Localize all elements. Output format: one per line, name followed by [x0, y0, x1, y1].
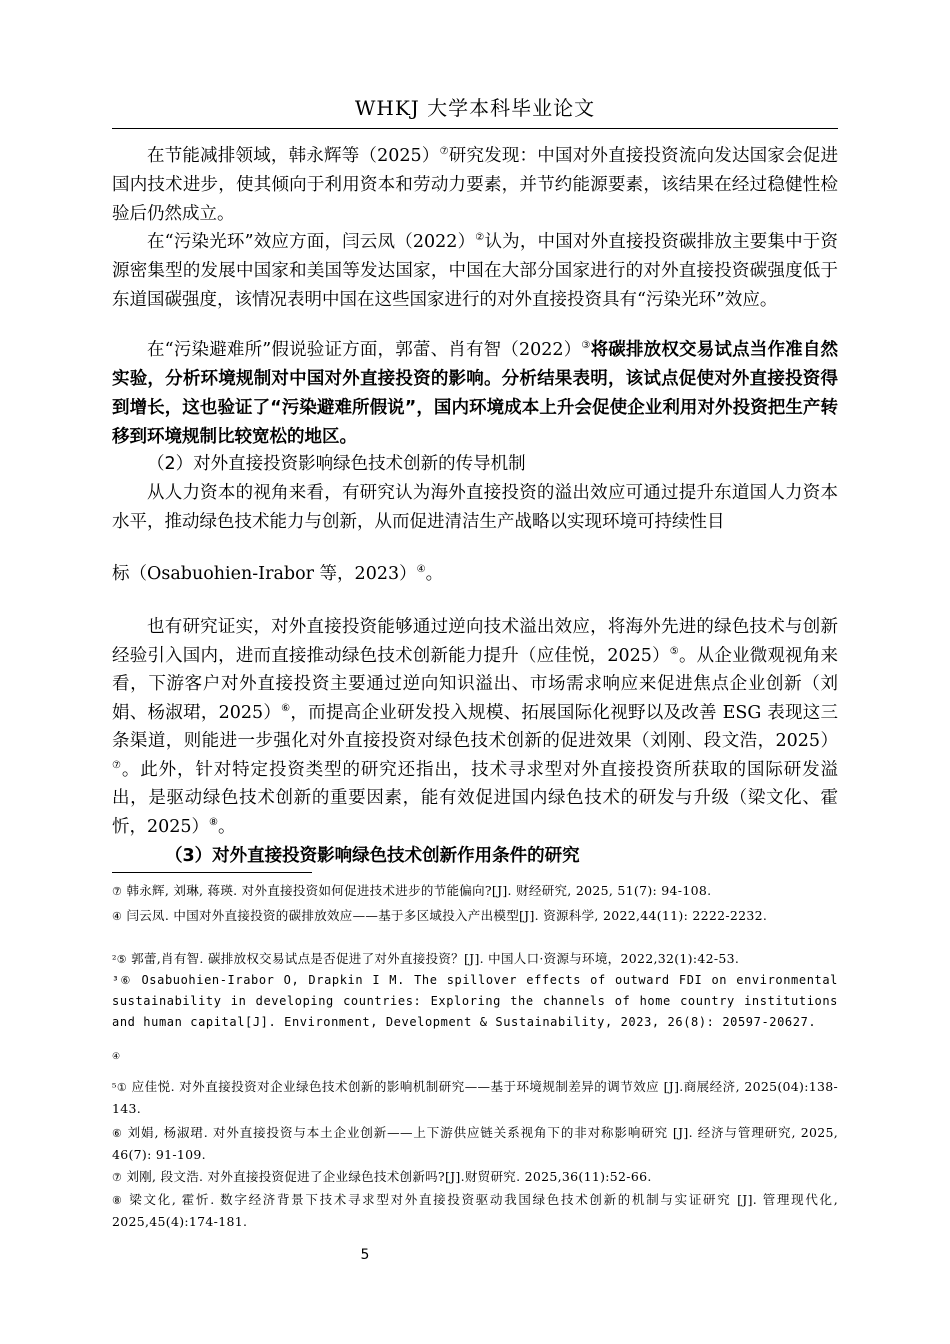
footnote-3: [112, 948, 838, 970]
p3-text-a: 在“污染避难所”假说验证方面，郭蕾、肖有智（2022）: [147, 340, 582, 360]
footnote-9-mark: ⑧: [112, 1194, 124, 1207]
p5-ref4: ⑧: [209, 816, 219, 828]
page-number: 5: [360, 1247, 370, 1263]
footnote-4-text: Osabuohien-Irabor O, Drapkin I M. The spillover effects of outward FDI on environmental sustainability in developing countries: Exploring the channels of home country institutions and human capital[J]. Environment, Development & Sustainability, 2023, 26(8): 20597-20627.: [112, 973, 838, 1029]
p2-text-a: 在“污染光环”效应方面，闫云凤（2022）: [147, 232, 476, 252]
p4-ref: ④: [416, 564, 426, 576]
footnote-3-mark: ²⑤: [112, 953, 127, 966]
p1-text-b: 研究发现：中国对外直接投资流向发达国家会促进国内技术进步，使其倾向于利用资本和劳动力要素，并节约能源要素，该结果在经过稳健性检验后仍然成立。: [112, 146, 838, 224]
paragraph-energy-saving: [112, 142, 838, 229]
footnote-8: [112, 1166, 838, 1188]
footnote-1: [112, 880, 838, 902]
footnote-9-text: 梁文化, 霍忻. 数字经济背景下技术寻求型对外直接投资驱动我国绿色技术创新的机制与实证研究 [J]. 管理现代化, 2025,45(4):174-181.: [112, 1192, 838, 1229]
footnote-3-text: 郭蕾,肖有智. 碳排放权交易试点是否促进了对外直接投资？[J]. 中国人口·资源与环境，2022,32(1):42-53.: [126, 951, 740, 966]
paragraph-pollution-halo: [112, 228, 838, 315]
footnote-8-text: 刘刚, 段文浩. 对外直接投资促进了企业绿色技术创新吗?[J].财贸研究. 2025,36(11):52-66.: [122, 1169, 652, 1184]
header-rule: [112, 128, 838, 129]
footnote-6-text: 应佳悦. 对外直接投资对企业绿色技术创新的影响机制研究——基于环境规制差异的调节效应 [J].商展经济, 2025(04):138-143.: [112, 1079, 838, 1116]
p4-text-b: 标（Osabuohien-Irabor 等，2023）: [112, 564, 417, 584]
footnote-6: [112, 1076, 838, 1119]
footnote-2: [112, 905, 838, 927]
p5-ref1: ⑤: [669, 645, 679, 657]
footnote-2-mark: ④: [112, 910, 123, 923]
footnote-8-mark: ⑦: [112, 1171, 123, 1184]
paragraph-human-capital: [112, 479, 838, 537]
p1-ref: ⑦: [439, 146, 449, 158]
footnote-5: [112, 1044, 838, 1068]
footnote-7: [112, 1122, 838, 1165]
paragraph-human-capital-cont: [112, 560, 838, 589]
footnote-4-mark: ³⑥: [112, 974, 133, 987]
section-heading-3: （3）对外直接投资影响绿色技术创新作用条件的研究: [165, 846, 580, 866]
footnote-1-mark: ⑦: [112, 885, 123, 898]
p3-text-b: 将碳排放权交易试点当作准自然实验，分析环境规制对中国对外直接投资的影响。分析结果表明，该试点促使对外直接投资得到增长，这也验证了“污染避难所假说”，国内环境成本上升会促使企业利用对外投资把生产转移到环境规制比较宽松的地区。: [112, 340, 839, 447]
page-header: WHKJ 大学本科毕业论文: [354, 96, 596, 120]
p5-text-d: 。此外，针对特定投资类型的研究还指出，技术寻求型对外直接投资所获取的国际研发溢出，是驱动绿色技术创新的重要因素，能有效促进国内绿色技术的研发与升级（梁文化、霍忻，2025）: [112, 759, 839, 837]
footnote-7-text: 刘娟, 杨淑珺. 对外直接投资与本土企业创新——上下游供应链关系视角下的非对称影响研究 [J]. 经济与管理研究, 2025, 46(7): 91-109.: [112, 1125, 838, 1162]
footnote-1-text: 韩永辉, 刘琳, 蒋瑛. 对外直接投资如何促进技术进步的节能偏向?[J]. 财经研究, 2025, 51(7): 94-108.: [122, 883, 712, 898]
p5-text-c: ，而提高企业研发投入规模、拓展国际化视野以及改善 ESG 表现这三条渠道，则能进一步强化对外直接投资对绿色技术创新的促进效果（刘刚、段文浩，2025）: [112, 702, 838, 751]
p2-text-b: 认为，中国对外直接投资碳排放主要集中于资源密集型的发展中国家和美国等发达国家，中国在大部分国家进行的对外直接投资碳强度低于东道国碳强度，该情况表明中国在这些国家进行的对外直接投资具有“污染光环”效应。: [112, 232, 838, 310]
p1-text-a: 在节能减排领域，韩永辉等（2025）: [147, 146, 440, 166]
p3-ref: ③: [581, 340, 591, 352]
p4-text-c: 。: [425, 564, 444, 584]
p5-text-a: 也有研究证实，对外直接投资能够通过逆向技术溢出效应，将海外先进的绿色技术与创新经验引入国内，进而直接推动绿色技术创新能力提升（应佳悦，2025）: [112, 617, 838, 666]
footnote-7-mark: ⑥: [112, 1127, 123, 1140]
footnote-5-mark: ④: [112, 1052, 121, 1062]
p5-text-b: 。从企业微观视角来看，下游客户对外直接投资主要通过逆向知识溢出、市场需求响应来促进焦点企业创新（刘娟、杨淑珺，2025）: [112, 645, 839, 723]
footnote-2-text: 闫云凤. 中国对外直接投资的碳排放效应——基于多区域投入产出模型[J]. 资源科学, 2022,44(11): 2222-2232.: [122, 908, 768, 923]
p5-text-e: 。: [218, 816, 236, 837]
p4-text-a: 从人力资本的视角来看，有研究认为海外直接投资的溢出效应可通过提升东道国人力资本水平，推动绿色技术能力与创新，从而促进清洁生产战略以实现环境可持续性目: [112, 483, 838, 532]
footnote-4: [112, 970, 838, 1033]
footnote-6-mark: ⁵①: [112, 1081, 128, 1094]
section-heading-2: （2）对外直接投资影响绿色技术创新的传导机制: [147, 454, 526, 474]
footnote-9: [112, 1189, 838, 1232]
p5-ref3: ⑦: [112, 759, 122, 771]
paragraph-reverse-spillover: [112, 613, 838, 841]
footnote-rule: [112, 872, 312, 873]
p2-ref: ②: [475, 232, 485, 244]
p5-ref2: ⑥: [281, 702, 291, 714]
paragraph-pollution-haven: [112, 336, 838, 452]
